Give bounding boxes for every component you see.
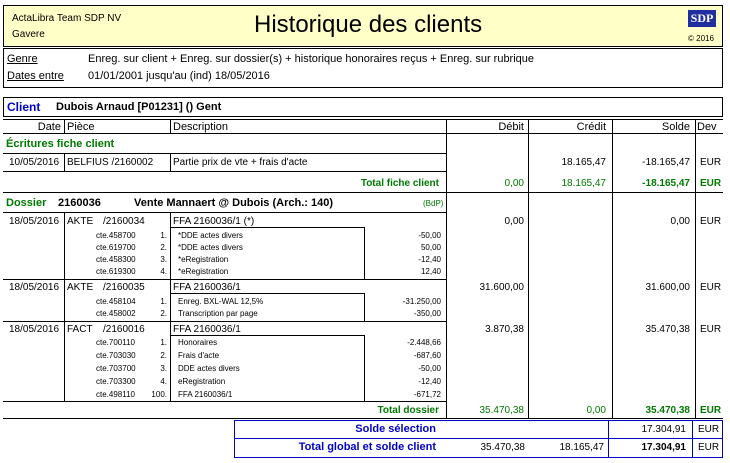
selection-dev: EUR — [698, 424, 720, 435]
line-desc: *eRegistration — [178, 267, 229, 276]
line-amount: -31.250,00 — [402, 297, 441, 306]
fiche-total-credit: 18.165,47 — [561, 178, 606, 189]
filter-box — [3, 48, 723, 88]
line-num: 100. — [151, 390, 167, 399]
fiche-total-solde: -18.165,47 — [642, 178, 690, 189]
col-solde: Solde — [661, 121, 690, 133]
col-description: Description — [173, 121, 229, 133]
dossier-name: Vente Mannaert @ Dubois (Arch.: 140) — [134, 197, 333, 209]
fiche-total-debit: 0,00 — [504, 178, 524, 189]
dossier-total-dev: EUR — [700, 405, 722, 416]
global-debit: 35.470,38 — [480, 442, 525, 453]
dates-value: 01/01/2001 jusqu'au (ind) 18/05/2016 — [88, 70, 270, 82]
line-num: 1. — [160, 338, 167, 347]
line-amount: -12,40 — [418, 377, 441, 386]
global-credit: 18.165,47 — [559, 442, 604, 453]
line-desc: *DDE actes divers — [178, 231, 243, 240]
fiche-row-date: 10/05/2016 — [9, 157, 60, 168]
col-debit: Débit — [498, 121, 524, 133]
line-acct: cte.458300 — [96, 255, 136, 264]
line-num: 2. — [160, 351, 167, 360]
dossier-total-solde: 35.470,38 — [645, 405, 690, 416]
fiche-row-piece: BELFIUS /2160002 — [67, 157, 154, 168]
fiche-row-credit: 18.165,47 — [561, 157, 606, 168]
client-label: Client — [7, 100, 41, 114]
line-num: 1. — [160, 297, 167, 306]
line-num: 2. — [160, 243, 167, 252]
entry-desc: FFA 2160036/1 — [173, 324, 241, 335]
company-name: ActaLibra Team SDP NV — [12, 13, 122, 24]
line-num: 3. — [160, 255, 167, 264]
entry-num: /2160034 — [103, 216, 145, 227]
fiche-heading: Écritures fiche client — [6, 138, 115, 150]
line-amount: -671,72 — [413, 390, 441, 399]
line-amount: -50,00 — [418, 231, 441, 240]
fiche-row-desc: Partie prix de vte + frais d'acte — [173, 157, 308, 168]
line-acct: cte.619700 — [96, 243, 136, 252]
entry-dev: EUR — [700, 324, 722, 335]
dossier-number: 2160036 — [58, 197, 101, 209]
entry-desc: FFA 2160036/1 (*) — [173, 216, 255, 227]
line-desc: *DDE actes divers — [178, 243, 243, 252]
entry-debit: 0,00 — [504, 216, 524, 227]
entry-type: FACT — [67, 324, 93, 335]
genre-value: Enreg. sur client + Enreg. sur dossier(s) + historique honoraires reçus + Enreg. sur rubrique — [88, 53, 535, 65]
line-amount: -50,00 — [418, 364, 441, 373]
line-acct: cte.458104 — [96, 297, 136, 306]
entry-debit: 31.600,00 — [479, 282, 524, 293]
line-desc: eRegistration — [178, 377, 226, 386]
line-num: 1. — [160, 231, 167, 240]
dossier-total-label: Total dossier — [377, 405, 439, 416]
col-date: Date — [37, 121, 61, 133]
line-amount: 12,40 — [420, 267, 441, 276]
line-acct: cte.703030 — [96, 351, 136, 360]
entry-type: AKTE — [67, 282, 94, 293]
entry-solde: 35.470,38 — [645, 324, 690, 335]
dossier-tag: (BdP) — [423, 199, 444, 208]
line-desc: Honoraires — [178, 338, 218, 347]
fiche-total-dev: EUR — [700, 178, 722, 189]
entry-debit: 3.870,38 — [485, 324, 524, 335]
dossier-label: Dossier — [6, 197, 47, 209]
line-amount: -687,60 — [413, 351, 441, 360]
entry-num: /2160035 — [103, 282, 145, 293]
copyright: © 2016 — [688, 34, 714, 43]
line-acct: cte.458002 — [96, 309, 136, 318]
fiche-total-label: Total fiche client — [360, 178, 439, 189]
entry-type: AKTE — [67, 216, 94, 227]
line-acct: cte.703700 — [96, 364, 136, 373]
dates-label: Dates entre — [7, 70, 64, 82]
entry-solde: 0,00 — [670, 216, 690, 227]
col-dev: Dev — [697, 121, 717, 133]
line-acct: cte.619300 — [96, 267, 136, 276]
line-desc: DDE actes divers — [178, 364, 240, 373]
sdp-logo: SDP — [688, 10, 716, 27]
entry-desc: FFA 2160036/1 — [173, 282, 241, 293]
ledger-table — [3, 119, 723, 419]
entry-num: /2160016 — [103, 324, 145, 335]
fiche-row-solde: -18.165,47 — [642, 157, 690, 168]
selection-solde: 17.304,91 — [641, 424, 686, 435]
line-desc: Transcription par page — [178, 309, 258, 318]
summary-box — [234, 420, 723, 458]
line-amount: -12,40 — [418, 255, 441, 264]
global-solde: 17.304,91 — [641, 442, 686, 453]
line-num: 3. — [160, 364, 167, 373]
client-bar — [3, 97, 723, 117]
genre-label: Genre — [7, 53, 38, 65]
line-amount: -350,00 — [413, 309, 441, 318]
entry-date: 18/05/2016 — [9, 282, 60, 293]
line-acct: cte.700110 — [96, 338, 135, 347]
company-city: Gavere — [12, 29, 45, 40]
entry-date: 18/05/2016 — [9, 324, 60, 335]
entry-date: 18/05/2016 — [9, 216, 60, 227]
line-desc: Frais d'acte — [178, 351, 220, 360]
dossier-total-credit: 0,00 — [586, 405, 606, 416]
line-desc: Enreg. BXL-WAL 12,5% — [178, 297, 264, 306]
entry-dev: EUR — [700, 282, 722, 293]
line-amount: 50,00 — [420, 243, 441, 252]
col-piece: Pièce — [67, 121, 95, 133]
line-acct: cte.703300 — [96, 377, 136, 386]
global-dev: EUR — [698, 442, 720, 453]
line-desc: *eRegistration — [178, 255, 229, 264]
selection-label: Solde sélection — [355, 423, 436, 435]
global-label: Total global et solde client — [298, 441, 436, 453]
fiche-row-dev: EUR — [700, 157, 722, 168]
line-acct: cte.458700 — [96, 231, 136, 240]
line-num: 4. — [160, 267, 167, 276]
line-amount: -2.448,66 — [407, 338, 441, 347]
col-credit: Crédit — [576, 121, 606, 133]
entry-solde: 31.600,00 — [645, 282, 690, 293]
line-desc: FFA 2160036/1 — [178, 390, 233, 399]
entry-dev: EUR — [700, 216, 722, 227]
line-num: 2. — [160, 309, 167, 318]
line-acct: cte.498110 — [96, 390, 135, 399]
dossier-total-debit: 35.470,38 — [479, 405, 524, 416]
client-value: Dubois Arnaud [P01231] () Gent — [56, 101, 222, 113]
page-title: Historique des clients — [254, 11, 483, 38]
line-num: 4. — [160, 377, 167, 386]
report-header — [3, 5, 723, 47]
